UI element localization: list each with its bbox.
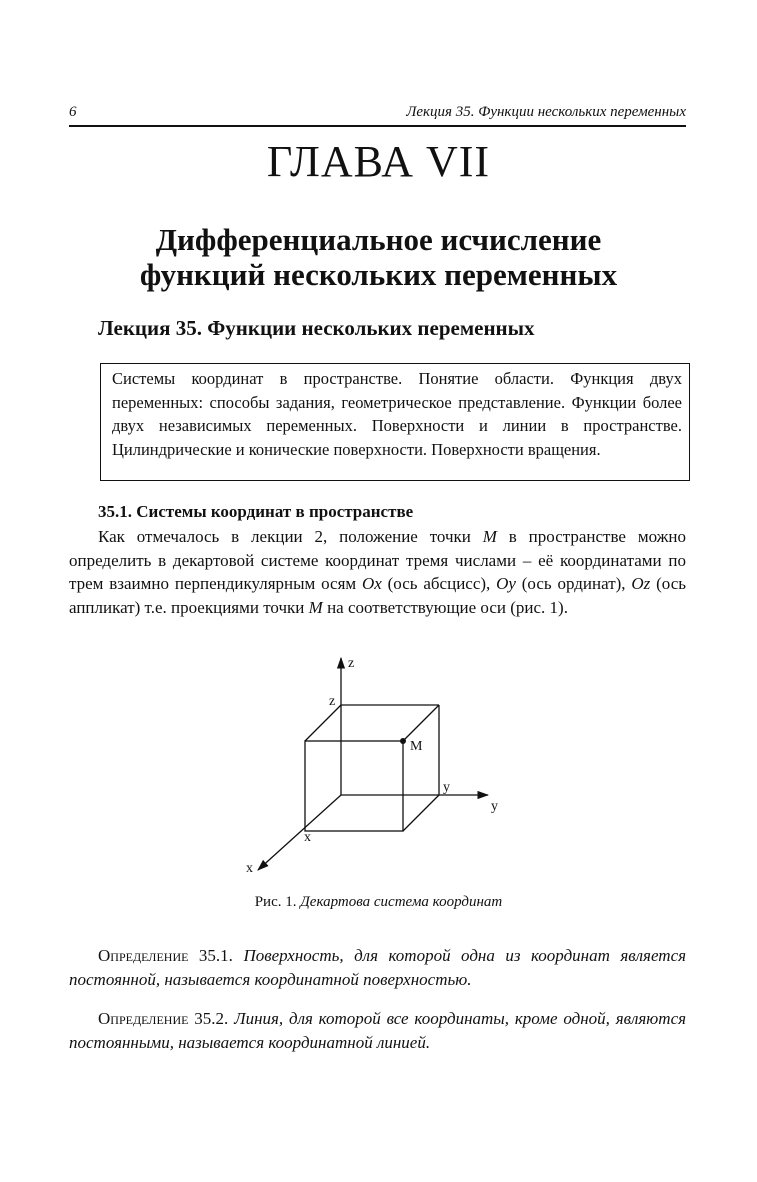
x-axis: [258, 795, 341, 870]
x-tick-label: x: [304, 830, 311, 845]
chapter-subtitle-line-1: Дифференциальное исчисление: [155, 222, 602, 257]
chapter-title: ГЛАВА VII: [266, 137, 491, 186]
definition-label: Определение 35.1.: [98, 946, 233, 965]
figure-caption-text: Декартова система координат: [300, 894, 503, 910]
math-var-Ox: Ox: [362, 574, 382, 594]
figure-caption-prefix: Рис. 1.: [254, 894, 297, 910]
paragraph-text: на соответствующие оси (рис. 1).: [322, 598, 568, 618]
cube-edge: [403, 795, 439, 831]
header-rule: [69, 125, 686, 127]
running-head: [69, 104, 686, 126]
page-number: 6: [69, 104, 77, 120]
chapter-subtitle-line-2: функций нескольких переменных: [139, 257, 618, 292]
coordinate-figure: [230, 650, 520, 880]
cube-edge: [305, 705, 341, 741]
paragraph-text: в пространстве можно определить в декартовой системе координат тремя числами – её координатами по трем взаимно перпендикулярным осям: [69, 527, 686, 594]
chapter-subtitle: [60, 222, 697, 292]
y-tick-label: y: [443, 780, 450, 795]
figure-caption: [0, 894, 757, 911]
definition-35-2: [69, 1007, 686, 1055]
section-title: 35.1. Системы координат в пространстве: [98, 502, 414, 521]
cube-front-face: [305, 741, 403, 831]
definition-label: Определение 35.2.: [98, 1009, 229, 1028]
point-m-label: M: [410, 739, 423, 754]
paragraph-text: (ось аппликат) т.е. проекциями точки: [69, 574, 686, 618]
definition-35-1: [69, 944, 686, 992]
z-axis-label: z: [348, 656, 355, 671]
point-m: [400, 738, 406, 744]
lecture-title: Лекция 35. Функции нескольких переменных: [98, 316, 535, 340]
math-var-Oz: Oz: [631, 574, 651, 594]
section-paragraph: [69, 525, 686, 620]
paragraph-text: (ось ординат),: [515, 574, 632, 594]
running-title: Лекция 35. Функции нескольких переменных: [406, 104, 686, 120]
math-var-Oy: Oy: [496, 574, 516, 594]
lecture-abstract: Системы координат в пространстве. Понятие области. Функция двух переменных: способы задания, геометрическое представление. Функции более двух независимых переменных. Поверхности и линии в пространстве. Цилиндрические и конические поверхности. Поверхности вращения.: [100, 363, 690, 481]
z-tick-label: z: [329, 694, 336, 709]
definition-text: Поверхность, для которой одна из координат является постоянной, называется координатной поверхностью.: [69, 946, 687, 989]
math-var-M: M: [308, 598, 323, 618]
cube-edge: [403, 705, 439, 741]
definition-text: Линия, для которой все координаты, кроме одной, являются постоянными, называется координатной линией.: [69, 1009, 687, 1052]
math-var-M: M: [482, 527, 497, 546]
y-axis-label: y: [491, 799, 498, 814]
x-axis-label: x: [246, 861, 253, 876]
paragraph-text: Как отмечалось в лекции 2, положение точки: [98, 527, 483, 546]
paragraph-text: (ось абсцисс),: [381, 574, 497, 594]
